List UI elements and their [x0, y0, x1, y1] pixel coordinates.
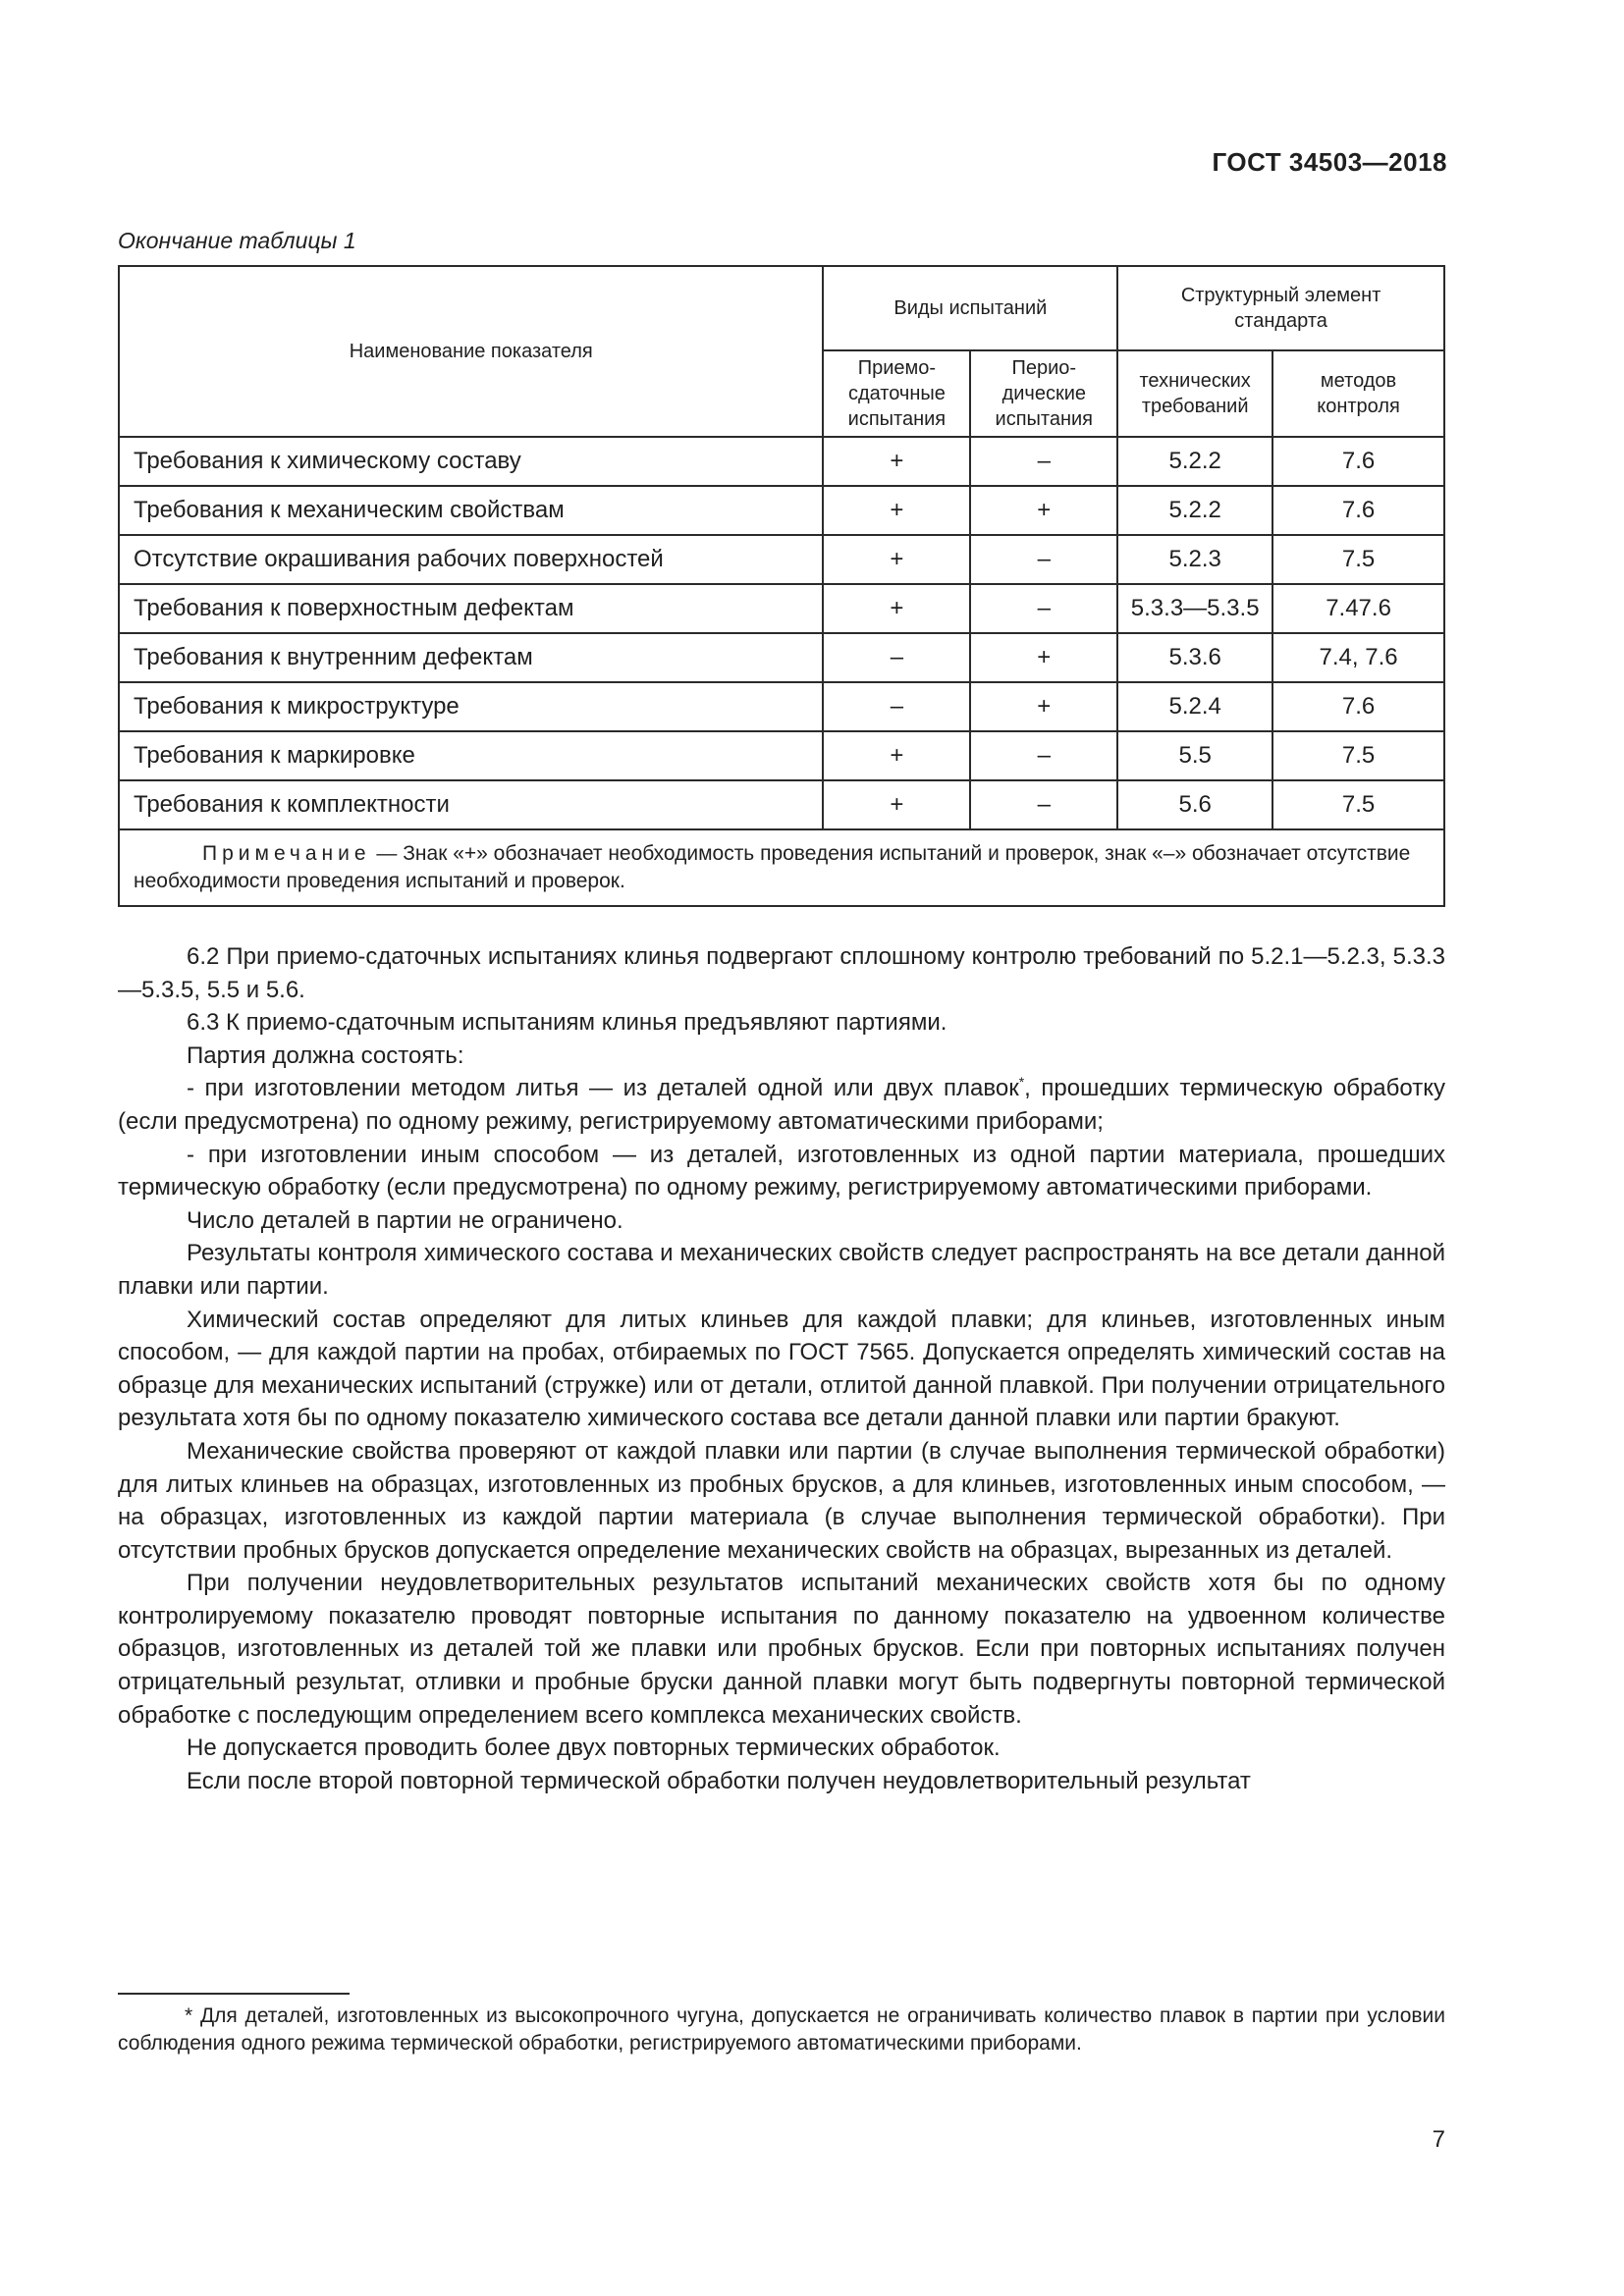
table-row [119, 682, 1444, 731]
row-name: Требования к поверхностным дефектам [119, 584, 823, 633]
paragraph-retest: При получении неудовлетворительных результатов испытаний механических свойств хотя бы по одному контролируемому показателю проводят повторные испытания по данному показателю на удвоенном количестве образцов, изготовленных из деталей той же плавки или пробных брусков. Если при повторных испытаниях получен отрицательный результат, отливки и пробные бруски данной плавки могут быть подвергнуты повторной термической обработке с последующим определением всего комплекса механических свойств. [118, 1570, 1445, 1729]
row-tech: 5.3.3—5.3.5 [1117, 584, 1272, 633]
header-test-types: Виды испытаний [823, 266, 1117, 350]
indicators-table [118, 265, 1445, 907]
row-methods: 7.5 [1272, 780, 1444, 829]
header-acceptance-text: Приемо-сдаточные испытания [847, 357, 947, 430]
paragraph-results-scope: Результаты контроля химического состава и механических свойств следует распространять на все детали данной плавки или партии. [118, 1240, 1445, 1300]
page-number: 7 [1432, 2126, 1445, 2153]
row-acceptance: + [823, 584, 970, 633]
row-name: Требования к механическим свойствам [119, 486, 823, 535]
table-caption: Окончание таблицы 1 [118, 228, 356, 253]
header-standard-element-text: Структурный элемент стандарта [1180, 285, 1381, 332]
row-name: Отсутствие окрашивания рабочих поверхностей [119, 535, 823, 584]
header-periodic-tests [970, 350, 1117, 437]
paragraph-batch-size: Число деталей в партии не ограничено. [187, 1206, 623, 1234]
header-control-methods [1272, 350, 1444, 437]
row-acceptance: + [823, 437, 970, 486]
row-methods: 7.47.6 [1272, 584, 1444, 633]
row-acceptance: – [823, 633, 970, 682]
row-tech: 5.2.4 [1117, 682, 1272, 731]
row-name: Требования к внутренним дефектам [119, 633, 823, 682]
note-text: — Знак «+» обозначает необходимость проведения испытаний и проверок, знак «–» обозначает отсутствие необходимости проведения испытаний и проверок. [134, 842, 1411, 892]
row-tech: 5.2.2 [1117, 486, 1272, 535]
header-tech-requirements [1117, 350, 1272, 437]
paragraph-batch-intro: Партия должна состоять: [187, 1041, 464, 1069]
casting-text-b: , прошедших термическую обработку (если предусмотрена) по одному режиму, регистрируемому автоматическими приборами; [118, 1075, 1445, 1135]
document-code: ГОСТ 34503—2018 [1212, 147, 1447, 177]
header-tech-text: технических требований [1139, 370, 1251, 417]
header-methods-text: методов контроля [1317, 370, 1400, 417]
row-periodic: + [970, 633, 1117, 682]
row-acceptance: + [823, 486, 970, 535]
table-row [119, 486, 1444, 535]
row-name: Требования к микроструктуре [119, 682, 823, 731]
row-acceptance: + [823, 731, 970, 780]
table-row [119, 633, 1444, 682]
table-note [119, 829, 1444, 906]
paragraph-chemical-composition: Химический состав определяют для литых клиньев для каждой плавки; для клиньев, изготовленных иным способом, — для каждой партии на пробах, отбираемых по ГОСТ 7565. Допускается определять химический состав на образце для механических испытаний (стружке) или от детали, отлитой данной плавкой. При получении отрицательного результата хотя бы по одному показателю химического состава все детали данной плавки или партии бракуют. [118, 1306, 1445, 1432]
table-row [119, 731, 1444, 780]
header-standard-element [1117, 266, 1444, 350]
table-row [119, 535, 1444, 584]
note-label: Примечание [202, 842, 371, 865]
row-periodic: – [970, 535, 1117, 584]
body-text [118, 940, 1445, 1797]
row-periodic: – [970, 584, 1117, 633]
row-methods: 7.5 [1272, 731, 1444, 780]
row-tech: 5.2.2 [1117, 437, 1272, 486]
footnote [118, 2002, 1445, 2057]
header-periodic-text: Перио-дические испытания [995, 357, 1094, 430]
row-methods: 7.5 [1272, 535, 1444, 584]
row-tech: 5.5 [1117, 731, 1272, 780]
row-methods: 7.4, 7.6 [1272, 633, 1444, 682]
row-methods: 7.6 [1272, 437, 1444, 486]
row-acceptance: + [823, 780, 970, 829]
footnote-text: * Для деталей, изготовленных из высокопрочного чугуна, допускается не ограничивать количество плавок в партии при условии соблюдения одного режима термической обработки, регистрируемого автоматическими приборами. [118, 2004, 1445, 2055]
table-row [119, 780, 1444, 829]
row-tech: 5.2.3 [1117, 535, 1272, 584]
footnote-marker: * [1018, 1074, 1025, 1091]
table-row [119, 437, 1444, 486]
row-methods: 7.6 [1272, 486, 1444, 535]
paragraph-6-2: 6.2 При приемо-сдаточных испытаниях клинья подвергают сплошному контролю требований по 5.2.1—5.2.3, 5.3.3—5.3.5, 5.5 и 5.6. [118, 943, 1445, 1003]
paragraph-casting-method [118, 1072, 1445, 1138]
paragraph-heat-treatment-limit: Не допускается проводить более двух повторных термических обработок. [187, 1735, 1001, 1762]
paragraph-6-3: 6.3 К приемо-сдаточным испытаниям клинья предъявляют партиями. [187, 1009, 947, 1037]
row-periodic: – [970, 780, 1117, 829]
row-name: Требования к химическому составу [119, 437, 823, 486]
row-periodic: + [970, 486, 1117, 535]
paragraph-second-treatment: Если после второй повторной термической обработки получен неудовлетворительный результат [187, 1767, 1251, 1794]
row-acceptance: – [823, 682, 970, 731]
table-note-row [119, 829, 1444, 906]
row-tech: 5.3.6 [1117, 633, 1272, 682]
row-periodic: – [970, 437, 1117, 486]
casting-text-a: - при изготовлении методом литья — из деталей одной или двух плавок [187, 1075, 1019, 1102]
row-methods: 7.6 [1272, 682, 1444, 731]
row-acceptance: + [823, 535, 970, 584]
paragraph-mechanical-properties: Механические свойства проверяют от каждой плавки или партии (в случае выполнения термической обработки) для литых клиньев на образцах, изготовленных из пробных брусков, а для клиньев, изготовленных иным способом, — на образцах, изготовленных из каждой партии материала (в случае выполнения термической обработки). При отсутствии пробных брусков допускается определение механических свойств на образцах, вырезанных из деталей. [118, 1437, 1445, 1564]
row-periodic: – [970, 731, 1117, 780]
header-indicator-name: Наименование показателя [119, 266, 823, 437]
row-periodic: + [970, 682, 1117, 731]
paragraph-other-method: - при изготовлении иным способом — из деталей, изготовленных из одной партии материала, прошедших термическую обработку (если предусмотрена) по одному режиму, регистрируемому автоматическими приборами. [118, 1141, 1445, 1201]
row-name: Требования к маркировке [119, 731, 823, 780]
row-name: Требования к комплектности [119, 780, 823, 829]
footnote-divider [118, 1993, 350, 1995]
header-acceptance-tests [823, 350, 970, 437]
table-row [119, 584, 1444, 633]
row-tech: 5.6 [1117, 780, 1272, 829]
